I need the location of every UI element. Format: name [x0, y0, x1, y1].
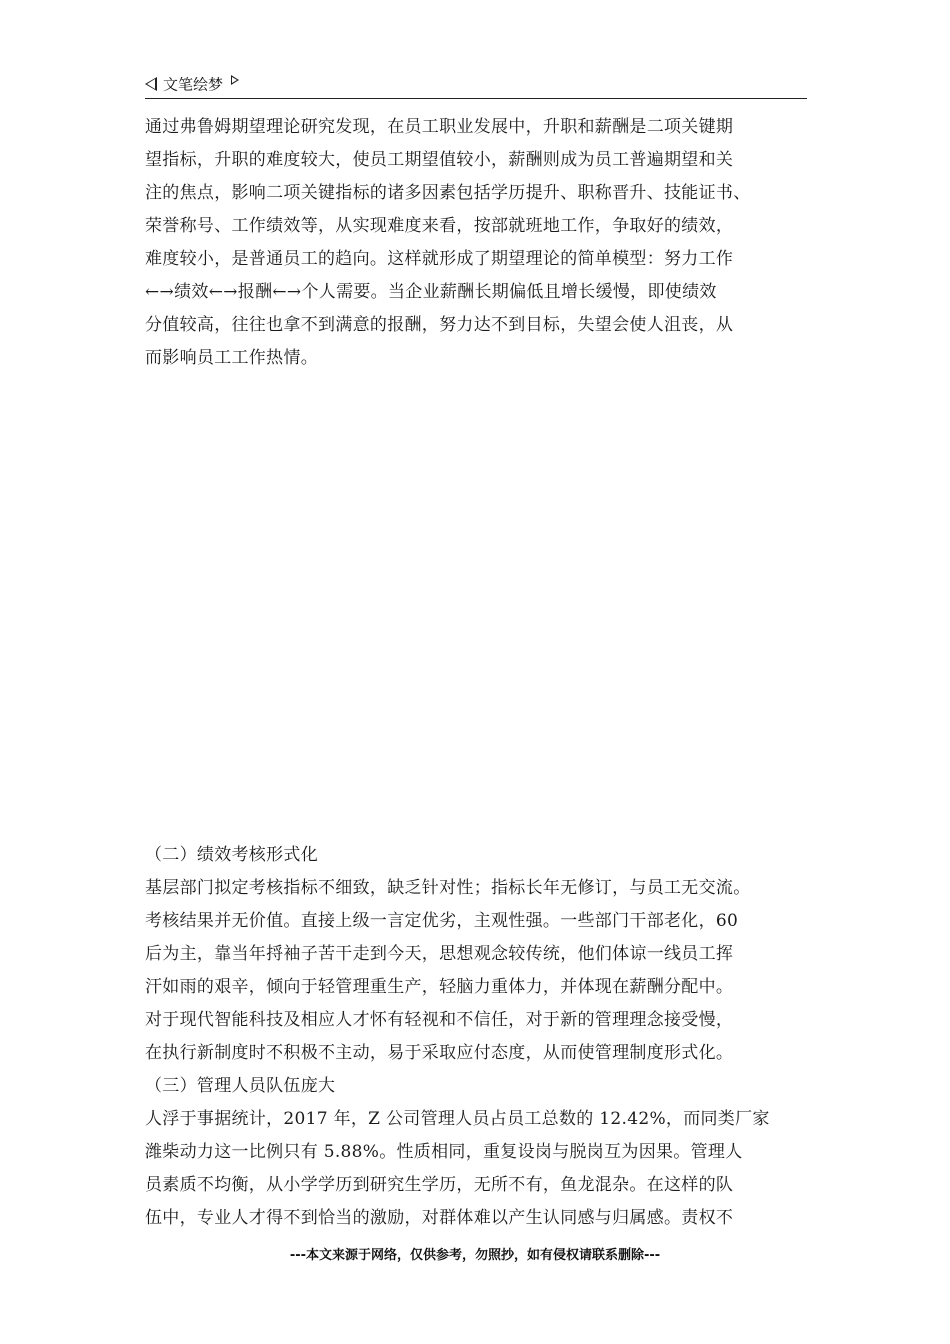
text-line: 基层部门拟定考核指标不细致，缺乏针对性；指标长年无修订，与员工无交流。	[145, 878, 751, 898]
triangle-right-icon	[231, 75, 239, 85]
page-footer: ---本文来源于网络，仅供参考，勿照抄，如有侵权请联系删除---	[289, 1248, 661, 1263]
page-header	[145, 72, 807, 99]
text-line: 后为主，靠当年捋袖子苦干走到今天，思想观念较传统，他们体谅一线员工挥	[145, 944, 734, 964]
text-line: 通过弗鲁姆期望理论研究发现，在员工职业发展中，升职和薪酬是二项关键期	[145, 117, 734, 137]
text-line: 考核结果并无价值。直接上级一言定优劣，主观性强。一些部门干部老化，60	[145, 911, 739, 931]
text-line: 而影响员工工作热情。	[145, 348, 318, 368]
section-heading: （三）管理人员队伍庞大	[145, 1076, 336, 1096]
text-line: 伍中，专业人才得不到恰当的激励，对群体难以产生认同感与归属感。责权不	[145, 1208, 734, 1228]
text-line: 员素质不均衡，从小学学历到研究生学历，无所不有，鱼龙混杂。在这样的队	[145, 1175, 734, 1195]
triangle-left-icon	[145, 77, 157, 91]
text-line: 潍柴动力这一比例只有 5.88%。性质相同，重复设岗与脱岗互为因果。管理人	[145, 1142, 743, 1162]
text-line: 人浮于事据统计，2017 年，Z 公司管理人员占员工总数的 12.42%，而同类厂家	[145, 1109, 770, 1129]
text-line: 分值较高，往往也拿不到满意的报酬，努力达不到目标，失望会使人沮丧，从	[145, 315, 734, 335]
sections-container	[145, 839, 813, 1235]
text-line: 在执行新制度时不积极不主动，易于采取应付态度，从而使管理制度形式化。	[145, 1043, 734, 1063]
text-line: 对于现代智能科技及相应人才怀有轻视和不信任，对于新的管理理念接受慢，	[145, 1010, 734, 1030]
paragraph-expectancy-theory	[145, 111, 813, 375]
text-line: 望指标，升职的难度较大，使员工期望值较小，薪酬则成为员工普遍期望和关	[145, 150, 734, 170]
header-title: 文笔绘梦	[163, 75, 224, 94]
text-line: 荣誉称号、工作绩效等，从实现难度来看，按部就班地工作，争取好的绩效，	[145, 216, 734, 236]
section-heading: （二）绩效考核形式化	[145, 845, 318, 865]
text-line: ←→绩效←→报酬←→个人需要。当企业薪酬长期偏低且增长缓慢，即使绩效	[145, 282, 717, 302]
text-line: 注的焦点，影响二项关键指标的诸多因素包括学历提升、职称晋升、技能证书、	[145, 183, 751, 203]
text-line: 汗如雨的艰辛，倾向于轻管理重生产，轻脑力重体力，并体现在薪酬分配中。	[145, 977, 734, 997]
text-line: 难度较小，是普通员工的趋向。这样就形成了期望理论的简单模型：努力工作	[145, 249, 734, 269]
